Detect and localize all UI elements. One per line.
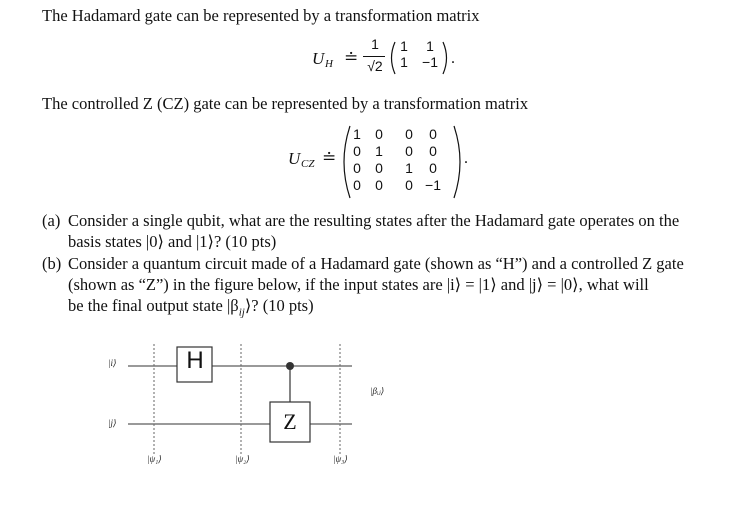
output-label: |βᵢⱼ⟩ [370, 386, 385, 396]
cz-lhs: U [288, 149, 301, 168]
question-a-line-1: Consider a single qubit, what are the resulting states after the Hadamard gate operates on the [68, 211, 680, 230]
question-b-line-3a: be the final output state |β [68, 296, 239, 315]
cz-lhs-sub: CZ [301, 158, 315, 170]
cz-m34: 0 [429, 160, 437, 176]
hadamard-trail: . [451, 50, 455, 67]
cz-m12: 0 [375, 126, 383, 142]
hadamard-equation [310, 36, 470, 80]
psi1-label: |ψ₁⟩ [147, 454, 162, 464]
cz-equation [288, 122, 468, 200]
hadamard-frac-num: 1 [371, 36, 379, 52]
intro-hadamard: The Hadamard gate can be represented by a transformation matrix [42, 6, 480, 25]
cz-m33: 1 [405, 160, 413, 176]
cz-m24: 0 [429, 143, 437, 159]
h-m11: 1 [400, 38, 408, 54]
cz-m11: 1 [353, 126, 361, 142]
input-i-label: |i⟩ [108, 358, 117, 368]
question-b-line-1: Consider a quantum circuit made of a Hadamard gate (shown as “H”) and a controlled Z gate [68, 254, 684, 273]
z-gate-label: Z [283, 409, 297, 434]
cz-m22: 1 [375, 143, 383, 159]
question-b-line-2: (shown as “Z”) in the figure below, if the input states are |i⟩ = |1⟩ and |j⟩ = |0⟩, what will [68, 275, 649, 294]
h-m22: −1 [422, 54, 438, 70]
intro-cz: The controlled Z (CZ) gate can be represented by a transformation matrix [42, 94, 529, 113]
cz-m13: 0 [405, 126, 413, 142]
cz-m44: −1 [425, 177, 441, 193]
question-b [42, 253, 722, 319]
question-b-sub: ij [238, 306, 245, 319]
cz-m23: 0 [405, 143, 413, 159]
h-m12: 1 [426, 38, 434, 54]
hadamard-rel: ≐ [344, 48, 359, 67]
cz-m42: 0 [375, 177, 383, 193]
question-b-line-3 [68, 295, 314, 323]
cz-rel: ≐ [322, 148, 337, 167]
h-gate-label: H [186, 347, 204, 374]
hadamard-lhs: U [312, 49, 325, 68]
question-a-label: (a) [42, 211, 61, 230]
psi2-label: |ψ₂⟩ [235, 454, 250, 464]
question-b-line-3b: ⟩? (10 pts) [244, 296, 314, 315]
hadamard-frac-den: √2 [367, 58, 383, 74]
h-m21: 1 [400, 54, 408, 70]
cz-m41: 0 [353, 177, 361, 193]
psi3-label: |ψ₃⟩ [333, 454, 348, 464]
cz-m32: 0 [375, 160, 383, 176]
input-j-label: |j⟩ [108, 418, 117, 428]
question-b-label: (b) [42, 254, 62, 273]
fraction-bar [363, 56, 385, 57]
question-a-line-2: basis states |0⟩ and |1⟩? (10 pts) [68, 232, 277, 251]
cz-m21: 0 [353, 143, 361, 159]
cz-m31: 0 [353, 160, 361, 176]
cz-m14: 0 [429, 126, 437, 142]
cz-control-dot [286, 362, 294, 370]
question-a [42, 210, 722, 254]
cz-trail: . [464, 150, 468, 167]
cz-m43: 0 [405, 177, 413, 193]
hadamard-lhs-sub: H [325, 58, 333, 70]
